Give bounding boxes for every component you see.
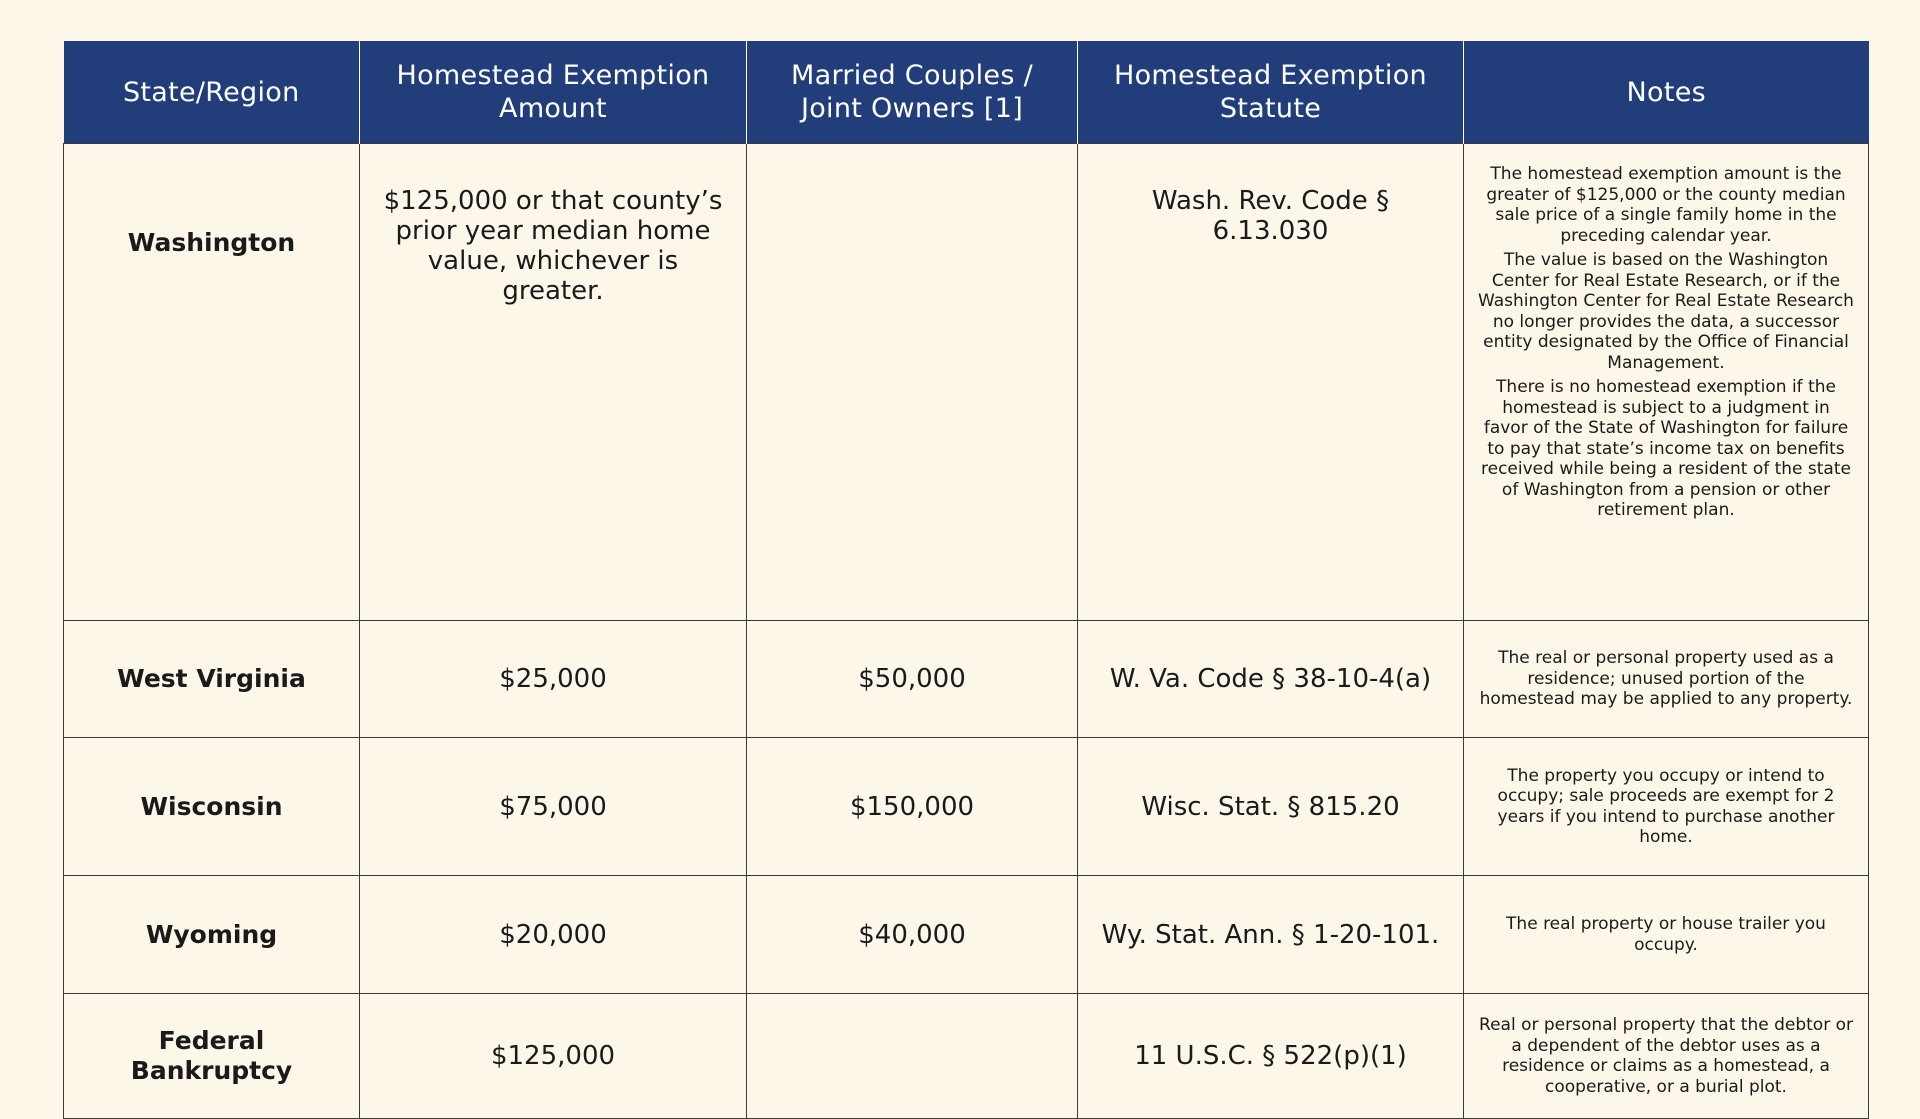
- table-row-federal-bankruptcy: [64, 994, 1869, 1119]
- state-cell: Wisconsin: [64, 738, 360, 876]
- statute-cell: 11 U.S.C. § 522(p)(1): [1078, 994, 1464, 1119]
- table-row-washington: [64, 144, 1869, 621]
- notes-cell: [1464, 144, 1869, 621]
- table-header: [64, 41, 1869, 144]
- statute-cell: Wy. Stat. Ann. § 1-20-101.: [1078, 876, 1464, 994]
- amount-cell: $125,000: [360, 994, 747, 1119]
- header-state-region: State/Region: [64, 41, 360, 144]
- married-cell: $150,000: [747, 738, 1078, 876]
- homestead-exemption-table-container: [63, 41, 1868, 1119]
- notes-paragraph: The property you occupy or intend to occupy; sale proceeds are exempt for 2 years if you intend to purchase another home.: [1497, 765, 1835, 847]
- married-cell: $50,000: [747, 621, 1078, 738]
- notes-cell: [1464, 621, 1869, 738]
- state-cell: West Virginia: [64, 621, 360, 738]
- amount-cell: $20,000: [360, 876, 747, 994]
- married-cell: $40,000: [747, 876, 1078, 994]
- table-row-west-virginia: [64, 621, 1869, 738]
- header-exemption-statute: Homestead Exemption Statute: [1078, 41, 1464, 144]
- table-row-wyoming: [64, 876, 1869, 994]
- header-married-joint-owners: Married Couples / Joint Owners [1]: [747, 41, 1078, 144]
- state-cell: Federal Bankruptcy: [64, 994, 360, 1119]
- state-cell: Washington: [64, 144, 360, 621]
- homestead-exemption-table: [63, 41, 1869, 1119]
- amount-cell: $75,000: [360, 738, 747, 876]
- notes-paragraph: The real property or house trailer you occupy.: [1506, 914, 1826, 955]
- notes-cell: [1464, 738, 1869, 876]
- notes-paragraph: There is no homestead exemption if the homestead is subject to a judgment in favor of the State of Washington for failure to pay that state’s income tax on benefits received while being a resident of the state of Washington from a pension or other retirement plan.: [1481, 377, 1851, 520]
- state-cell: Wyoming: [64, 876, 360, 994]
- amount-cell: $125,000 or that county’s prior year median home value, whichever is greater.: [360, 144, 747, 621]
- statute-cell: Wisc. Stat. § 815.20: [1078, 738, 1464, 876]
- notes-paragraph: The real or personal property used as a residence; unused portion of the homestead may be applied to any property.: [1479, 648, 1853, 710]
- notes-paragraph: Real or personal property that the debtor or a dependent of the debtor uses as a residence or claims as a homestead, a cooperative, or a burial plot.: [1479, 1015, 1853, 1097]
- married-cell: [747, 994, 1078, 1119]
- header-row: [64, 41, 1869, 144]
- notes-paragraph: The homestead exemption amount is the greater of $125,000 or the county median sale price of a single family home in the preceding calendar year.: [1486, 164, 1846, 246]
- statute-cell: W. Va. Code § 38-10-4(a): [1078, 621, 1464, 738]
- table-row-wisconsin: [64, 738, 1869, 876]
- amount-cell: $25,000: [360, 621, 747, 738]
- header-notes: Notes: [1464, 41, 1869, 144]
- statute-cell: Wash. Rev. Code § 6.13.030: [1078, 144, 1464, 621]
- header-exemption-amount: Homestead Exemption Amount: [360, 41, 747, 144]
- notes-cell: [1464, 994, 1869, 1119]
- notes-paragraph: The value is based on the Washington Center for Real Estate Research, or if the Washington Center for Real Estate Research no longer provides the data, a successor entity designated by the Office of Financial Management.: [1478, 250, 1854, 373]
- table-body: [64, 144, 1869, 1119]
- notes-cell: [1464, 876, 1869, 994]
- married-cell: [747, 144, 1078, 621]
